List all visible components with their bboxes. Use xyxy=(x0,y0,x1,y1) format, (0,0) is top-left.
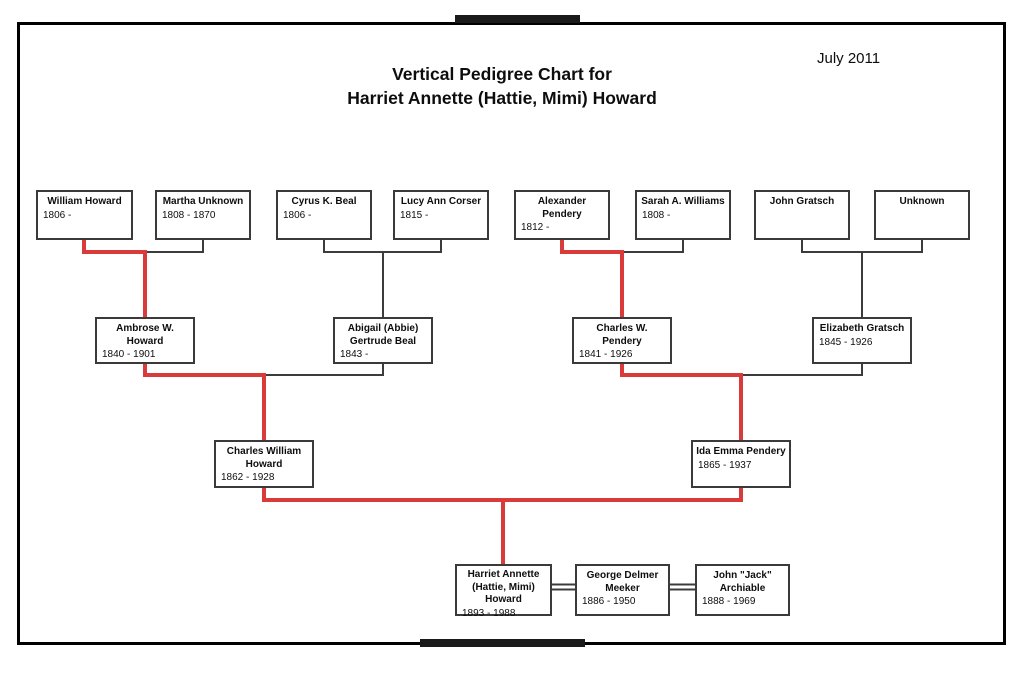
person-dates: 1806 - xyxy=(283,209,312,221)
person-dates: 1841 - 1926 xyxy=(579,349,633,360)
person-name: Unknown xyxy=(899,196,945,207)
person-dates: 1865 - 1937 xyxy=(698,459,752,471)
person-name: Charles William Howard xyxy=(226,446,302,470)
person-box-charles-william-howard xyxy=(214,440,314,488)
person-dates: 1893 - 1988 xyxy=(462,607,516,619)
person-box-william-howard xyxy=(36,190,133,240)
person-dates: 1843 - xyxy=(340,349,369,360)
person-name: Ida Emma Pendery xyxy=(696,446,786,457)
person-box-john-gratsch xyxy=(754,190,850,240)
person-dates: 1888 - 1969 xyxy=(702,596,756,607)
person-dates: 1812 - xyxy=(521,222,550,233)
page-title-line1: Vertical Pedigree Chart for xyxy=(392,64,612,84)
person-box-abigail-beal xyxy=(333,317,433,364)
person-name: Cyrus K. Beal xyxy=(291,196,357,207)
person-box-george-meeker xyxy=(575,564,670,616)
person-box-martha-unknown xyxy=(155,190,251,240)
person-name: Elizabeth Gratsch xyxy=(819,323,905,334)
person-name: Sarah A. Williams xyxy=(641,196,725,207)
person-name: Harriet Annette (Hattie, Mimi) Howard xyxy=(467,569,540,605)
person-dates: 1815 - xyxy=(400,209,429,221)
person-name: Martha Unknown xyxy=(162,196,244,207)
person-dates: 1886 - 1950 xyxy=(582,596,636,607)
person-name: Lucy Ann Corser xyxy=(400,196,482,207)
person-box-cyrus-beal xyxy=(276,190,372,240)
person-dates: 1845 - 1926 xyxy=(819,336,873,348)
page-title-line2: Harriet Annette (Hattie, Mimi) Howard xyxy=(347,87,657,108)
person-box-sarah-williams xyxy=(635,190,731,240)
person-dates: 1840 - 1901 xyxy=(102,349,156,360)
connector-red-ancestral-line xyxy=(84,240,741,564)
person-name: John "Jack" Archiable xyxy=(713,570,772,594)
person-name: George Delmer Meeker xyxy=(586,570,659,594)
person-box-harriet-howard xyxy=(455,564,552,619)
person-dates: 1862 - 1928 xyxy=(221,472,275,483)
person-name: Alexander Pendery xyxy=(537,196,587,220)
page-date: July 2011 xyxy=(817,50,881,67)
person-name: Abigail (Abbie) Gertrude Beal xyxy=(347,323,419,347)
person-name: William Howard xyxy=(47,196,122,207)
person-box-lucy-ann-corser xyxy=(393,190,489,240)
person-box-ambrose-howard xyxy=(95,317,195,364)
person-box-charles-pendery xyxy=(572,317,672,364)
person-name: Charles W. Pendery xyxy=(596,323,648,347)
person-dates: 1808 - xyxy=(642,209,671,221)
person-box-john-archiable xyxy=(695,564,790,616)
person-dates: 1808 - 1870 xyxy=(162,209,216,221)
person-name: John Gratsch xyxy=(769,196,835,207)
person-box-elizabeth-gratsch xyxy=(812,317,912,364)
person-dates: 1806 - xyxy=(43,209,72,221)
connector-black-lines xyxy=(145,240,922,375)
person-name: Ambrose W. Howard xyxy=(116,323,174,347)
person-box-alexander-pendery xyxy=(514,190,610,240)
person-box-unknown xyxy=(874,190,970,240)
person-box-ida-emma-pendery xyxy=(691,440,791,488)
